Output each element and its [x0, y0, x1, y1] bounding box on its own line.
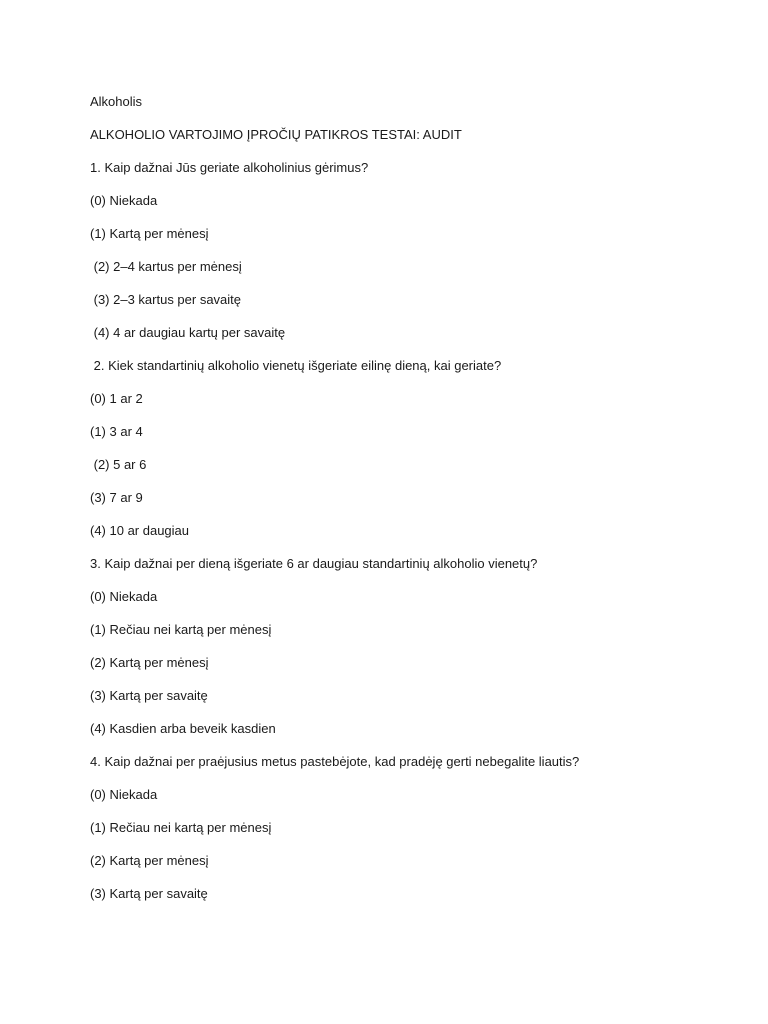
answer-option: (3) 7 ar 9	[90, 490, 143, 505]
answer-option: (4) 4 ar daugiau kartų per savaitę	[90, 325, 286, 340]
question-4: 4. Kaip dažnai per praėjusius metus pastebėjote, kad pradėję gerti nebegalite liautis?	[90, 754, 580, 769]
answer-option: (3) 2–3 kartus per savaitę	[90, 292, 242, 307]
document-body	[90, 93, 730, 918]
answer-option: (2) 5 ar 6	[90, 457, 147, 472]
answer-option: (3) Kartą per savaitę	[90, 688, 208, 703]
answer-option: (0) Niekada	[90, 193, 158, 208]
document-title: ALKOHOLIO VARTOJIMO ĮPROČIŲ PATIKROS TESTAI: AUDIT	[90, 127, 462, 142]
answer-option: (1) Kartą per mėnesį	[90, 226, 209, 241]
answer-option: (4) 10 ar daugiau	[90, 523, 190, 538]
answer-option: (4) Kasdien arba beveik kasdien	[90, 721, 276, 736]
document-heading: Alkoholis	[90, 94, 143, 109]
answer-option: (0) Niekada	[90, 589, 158, 604]
answer-option: (0) Niekada	[90, 787, 158, 802]
answer-option: (2) Kartą per mėnesį	[90, 655, 209, 670]
answer-option: (1) 3 ar 4	[90, 424, 143, 439]
answer-option: (1) Rečiau nei kartą per mėnesį	[90, 820, 272, 835]
answer-option: (2) 2–4 kartus per mėnesį	[90, 259, 242, 274]
answer-option: (1) Rečiau nei kartą per mėnesį	[90, 622, 272, 637]
answer-option: (3) Kartą per savaitę	[90, 886, 208, 901]
question-1: 1. Kaip dažnai Jūs geriate alkoholinius gėrimus?	[90, 160, 369, 175]
question-2: 2. Kiek standartinių alkoholio vienetų išgeriate eilinę dieną, kai geriate?	[90, 358, 502, 373]
question-3: 3. Kaip dažnai per dieną išgeriate 6 ar daugiau standartinių alkoholio vienetų?	[90, 556, 538, 571]
answer-option: (2) Kartą per mėnesį	[90, 853, 209, 868]
answer-option: (0) 1 ar 2	[90, 391, 143, 406]
